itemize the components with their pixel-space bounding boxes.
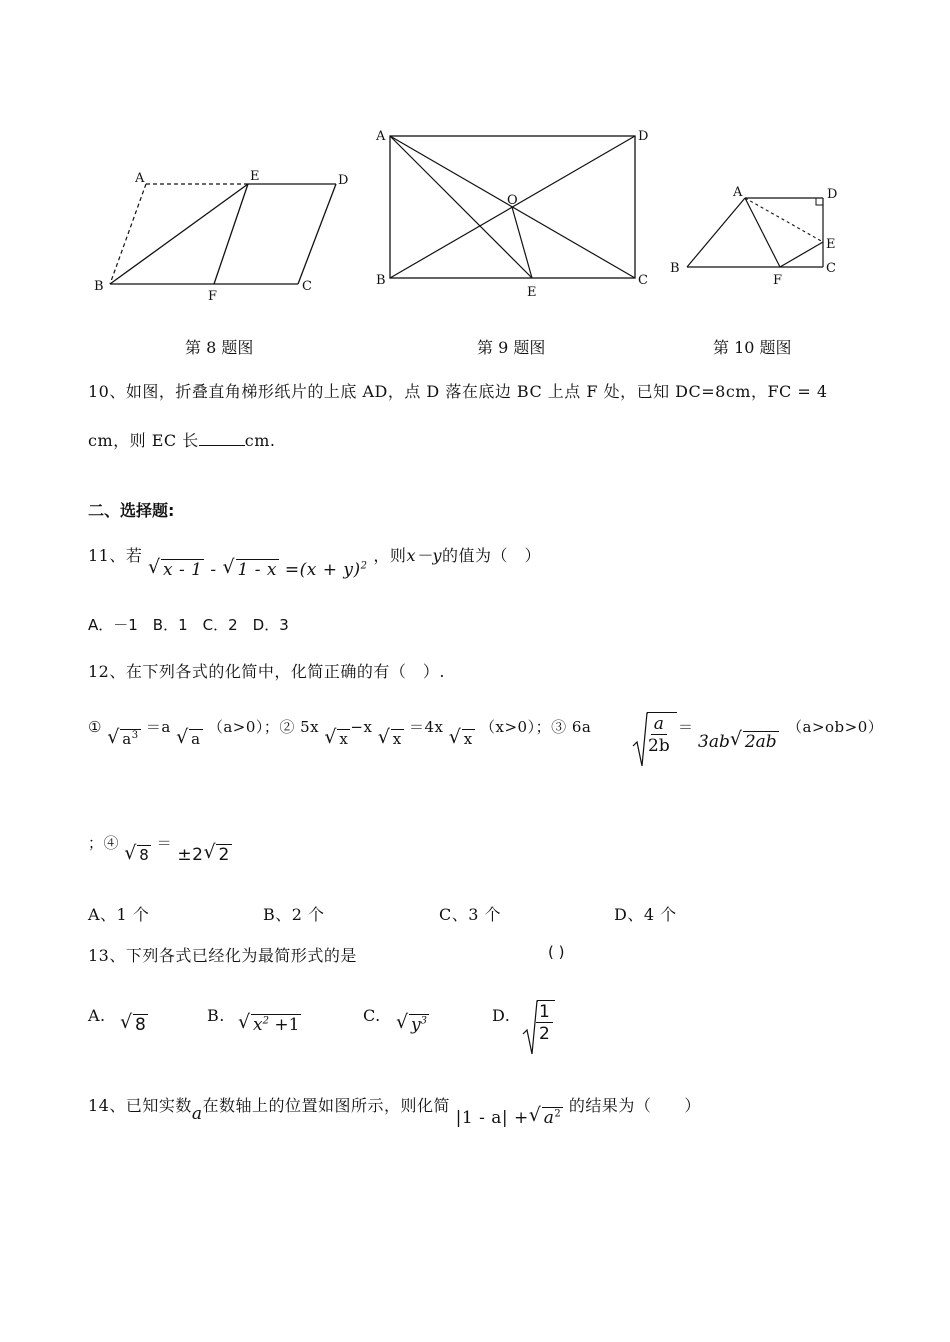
fig10-label-c: C: [826, 261, 836, 276]
q13-d-expr: [522, 1000, 550, 1060]
q14-suffix: 的结果为（ ）: [568, 1096, 701, 1115]
q11-variable: x－y: [406, 546, 443, 565]
fig10-label-f: F: [773, 273, 783, 288]
q12-c1-sqrt: [107, 729, 140, 748]
q11-rhs-exponent: 2: [360, 560, 368, 572]
section-2-heading: 二、选择题:: [88, 501, 175, 520]
fig8-caption: 第 8 题图: [185, 338, 254, 357]
q14-prefix: 14、已知实数: [88, 1096, 192, 1115]
q12-option-b: B、2 个: [263, 905, 325, 924]
q13-d-frac: [536, 1002, 553, 1045]
q12-c1-cond: （a>0）；② 5x: [207, 718, 320, 736]
fig10-caption: 第 10 题图: [713, 338, 792, 357]
fig9-caption: 第 9 题图: [477, 338, 546, 357]
q12-option-c: C、3 个: [439, 905, 502, 924]
q13-a-expr: [120, 1014, 148, 1035]
q11-prefix: 11、若: [88, 546, 143, 565]
q12-c4-rhs-group: [177, 845, 231, 865]
q11-rhs: =(x + y): [284, 560, 361, 580]
q12-c3-coef: 3ab: [698, 732, 730, 752]
fig9-label-c: C: [638, 273, 648, 288]
q11-sqrt-a: [148, 559, 204, 580]
q12-c3-cond: （a>ob>0）: [787, 718, 884, 736]
q12-c4-pre: ；④: [88, 834, 120, 852]
q13-b-expr: [238, 1014, 301, 1035]
q13-b-tail: +1: [268, 1015, 300, 1035]
q12-c1-eq: ＝a: [145, 718, 171, 736]
q12-c2-radicand2: x: [392, 730, 402, 748]
q11-stem: [88, 543, 542, 580]
fig8-label-f: F: [208, 289, 218, 304]
q11-radicand-b: 1 - x: [237, 560, 277, 580]
q14-stem: [88, 1093, 701, 1128]
q14-base: a: [543, 1108, 555, 1128]
fig10-label-a: A: [733, 185, 743, 200]
q14-expression: [456, 1108, 564, 1128]
q13-a-sqrt: [120, 1014, 148, 1035]
q12-c3-eq: ＝: [678, 718, 694, 736]
q14-radicand: [542, 1107, 564, 1128]
q13-paren: ( ): [548, 943, 565, 961]
q12-c2-radicand1: x: [339, 730, 349, 748]
q12-c2-sqrt2: [378, 729, 404, 748]
q12-c2-sqrt1: [324, 729, 350, 748]
q13-d-den: 2: [539, 1024, 550, 1044]
figure-9-diagram: [370, 120, 660, 305]
q12-c2-mid: −x: [350, 718, 373, 736]
q14-abs: |1 - a|: [455, 1108, 509, 1128]
q11-equation: [148, 560, 373, 580]
fig8-label-c: C: [302, 279, 312, 294]
q12-c3-frac: [648, 714, 670, 757]
q12-c2-eq: ＝4x: [408, 718, 444, 736]
q12-c3-radicand: 2ab: [744, 732, 777, 752]
q13-a-radicand: 8: [135, 1015, 146, 1035]
fig9-label-o: O: [507, 193, 518, 208]
q13-a-label: A.: [88, 1006, 106, 1025]
q12-c3-expression: [698, 731, 779, 752]
q12-c2-radicand3: x: [463, 730, 473, 748]
q12-c3-num: a: [651, 714, 667, 735]
q11-suffix2: 的值为（ ）: [442, 546, 542, 565]
q11-sqrt-b: [223, 559, 279, 580]
q11-options: A．－1 B．1 C．2 D．3: [88, 616, 289, 634]
q12-c1-radicand2: a: [191, 730, 201, 748]
q12-option-d: D、4 个: [614, 905, 677, 924]
fig9-label-a: A: [376, 129, 386, 144]
q10-line2: [88, 428, 275, 451]
fig8-label-e: E: [250, 169, 260, 184]
fig8-label-b: B: [94, 279, 104, 294]
q12-c3-den: 2b: [648, 736, 670, 756]
q13-b-exponent: 2: [262, 1015, 269, 1027]
q14-plus: +: [508, 1108, 529, 1128]
q12-choice1-mark: ①: [88, 718, 102, 736]
q12-c4-sqrt: [124, 845, 151, 864]
fig10-label-d: D: [827, 187, 838, 202]
q13-d-label: D.: [492, 1006, 511, 1025]
q13-c-label: C.: [363, 1006, 381, 1025]
q13-c-exponent: 3: [420, 1015, 427, 1027]
q12-c1-exponent: 3: [131, 730, 139, 741]
q12-c4-rhs: ±2: [177, 845, 204, 865]
q13-c-radicand: [409, 1014, 429, 1035]
q11-minus: -: [204, 560, 223, 580]
fig9-label-b: B: [376, 273, 386, 288]
q13-b-label: B.: [207, 1006, 225, 1025]
q10-line2-pre: cm，则 EC 长: [88, 431, 199, 450]
q12-c4-radicand: 8: [139, 846, 150, 864]
fig10-label-e: E: [826, 237, 836, 252]
q12-c1-sqrt2: [176, 729, 202, 748]
q12-c3-radical-sign: [632, 712, 648, 768]
q13-d-num: 1: [536, 1002, 553, 1023]
q12-c4-radicand2: 2: [218, 845, 230, 865]
q12-c3-rhs: [678, 716, 694, 737]
q12-option-a: A、1 个: [88, 905, 150, 924]
fig9-label-e: E: [527, 285, 537, 300]
fig10-label-b: B: [670, 261, 680, 276]
q12-c2-sqrt3: [449, 729, 475, 748]
q13-b-radicand: [251, 1014, 301, 1035]
q12-c4-sqrt2: [203, 844, 231, 865]
q13-b-sqrt: [238, 1014, 301, 1035]
q12-c1-radicand: [120, 729, 140, 748]
q13-stem: 13、下列各式已经化为最简形式的是: [88, 946, 357, 965]
fig9-label-d: D: [638, 129, 649, 144]
q11-suffix1: ，则: [373, 546, 407, 565]
q12-choice4: [88, 832, 232, 865]
q10-answer-blank: [199, 431, 245, 446]
q13-c-base: y: [411, 1015, 421, 1035]
q13-c-sqrt: [396, 1014, 429, 1035]
q13-c-expr: [396, 1014, 429, 1035]
q14-mid: 在数轴上的位置如图所示，则化简: [202, 1096, 451, 1115]
q13-b-base: x: [253, 1015, 263, 1035]
q12-c3-sqrt-frac: [632, 712, 670, 772]
q12-c2-cond: （x>0）；③ 6a: [480, 718, 592, 736]
q14-variable: a: [191, 1104, 203, 1124]
q12-choices-row1: [88, 716, 592, 748]
q12-stem: 12、在下列各式的化简中，化简正确的有（ ）.: [88, 662, 445, 681]
q14-sqrt: [529, 1107, 564, 1128]
q12-c4-eq: ＝: [156, 834, 173, 852]
q12-c3-sqrt: [730, 731, 779, 752]
figure-10-diagram: [665, 180, 850, 290]
q14-exponent: 2: [554, 1108, 562, 1120]
q11-radicand-a: x - 1: [162, 560, 203, 580]
figure-8-diagram: [90, 160, 360, 310]
q10-line2-post: cm.: [244, 431, 276, 450]
fig8-label-a: A: [135, 171, 145, 186]
q10-line1: 10、如图，折叠直角梯形纸片的上底 AD，点 D 落在底边 BC 上点 F 处，已知 DC=8cm，FC = 4: [88, 382, 828, 401]
fig8-label-d: D: [338, 173, 349, 188]
q12-c1-base: a: [122, 730, 132, 748]
